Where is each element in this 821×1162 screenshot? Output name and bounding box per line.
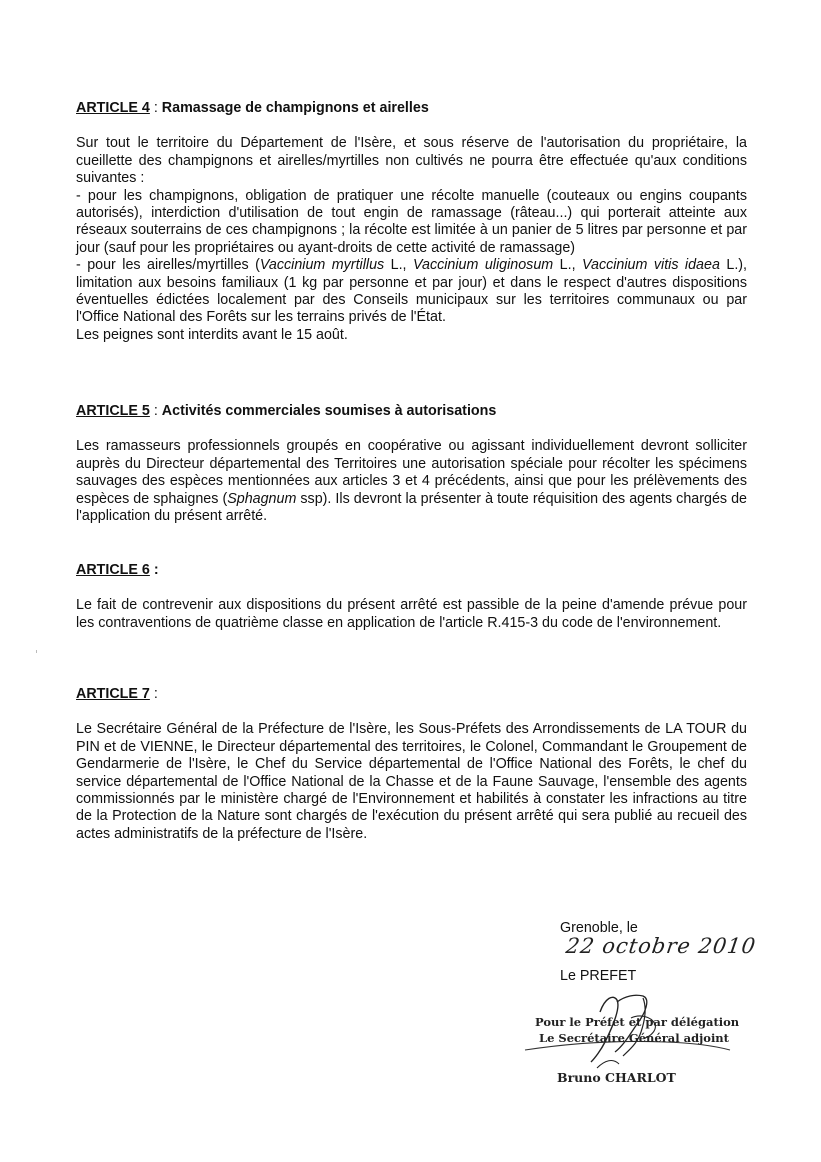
stamp-line-3: Bruno CHARLOT xyxy=(557,1070,676,1085)
article-4-body xyxy=(76,135,747,344)
article-4 xyxy=(76,100,747,344)
date-line xyxy=(560,920,810,956)
article-5-heading xyxy=(76,403,747,420)
article-4-peignes: Les peignes sont interdits avant le 15 août. xyxy=(76,326,348,343)
article-5-text-after: ssp). Ils devront la présenter à toute réquisition des agents chargés de l'application du présent arrêté. xyxy=(76,490,747,525)
species-sphagnum: Sphagnum xyxy=(227,490,297,507)
signatory-title: Le PREFET xyxy=(560,968,637,984)
article-5-title: Activités commerciales soumises à autorisations xyxy=(161,403,497,419)
stamp-line-1: Pour le Préfet et par délégation xyxy=(535,1015,740,1029)
article-6-separator: : xyxy=(149,562,159,578)
author-1: L., xyxy=(384,257,413,274)
article-6-number: ARTICLE 6 xyxy=(76,562,150,578)
article-7-number: ARTICLE 7 xyxy=(76,686,150,702)
species-vaccinium-myrtillus: Vaccinium myrtillus xyxy=(259,257,385,274)
article-4-champignons: - pour les champignons, obligation de pratiquer une récolte manuelle (couteaux ou engins coupants autorisés), interdiction d'utilisation de tout engin de ramassage (râteau...) qui porterait atteinte aux réseaux souterrains de ces champignons ; la récolte est limitée à un panier de 5 litres par personne et par jour (sauf pour les propriétaires ou ayant-droits de cette activité de ramassage) xyxy=(76,187,747,256)
species-vaccinium-vitis-idaea: Vaccinium vitis idaea xyxy=(582,257,720,274)
stamp-line-2: Le Secrétaire Général adjoint xyxy=(539,1031,729,1045)
handwritten-date: 22 octobre 2010 xyxy=(564,933,758,958)
article-6 xyxy=(76,562,747,632)
article-4-heading xyxy=(76,100,747,117)
signature-stamp xyxy=(505,990,755,1090)
article-4-airelles xyxy=(76,257,747,327)
article-5-separator: : xyxy=(149,403,162,419)
article-6-body: Le fait de contrevenir aux dispositions du présent arrêté est passible de la peine d'amende prévue pour les contraventions de quatrième classe en application de l'article R.415-3 du code de l'environnement. xyxy=(76,597,747,631)
airelles-prefix: - pour les airelles/myrtilles ( xyxy=(76,257,260,274)
article-5 xyxy=(76,403,747,525)
article-4-number: ARTICLE 4 xyxy=(76,100,150,116)
article-7-heading xyxy=(76,686,747,703)
article-4-separator: : xyxy=(149,100,162,116)
article-4-title: Ramassage de champignons et airelles xyxy=(161,100,429,116)
article-5-body xyxy=(76,438,747,525)
article-7-separator: : xyxy=(149,686,158,702)
article-5-number: ARTICLE 5 xyxy=(76,403,150,419)
species-vaccinium-uliginosum: Vaccinium uliginosum xyxy=(412,257,554,274)
place-label: Grenoble, le xyxy=(560,920,638,936)
article-7 xyxy=(76,686,747,843)
article-7-body: Le Secrétaire Général de la Préfecture de l'Isère, les Sous-Préfets des Arrondissements de LA TOUR du PIN et de VIENNE, le Directeur départemental des territoires, le Colonel, Commandant le Groupement de Gendarmerie de l'Isère, le Chef du Service départemental de l'Office National des Forêts, le chef du service départemental de l'Office National de la Chasse et de la Faune Sauvage, l'ensemble des agents commissionnés par le ministère chargé de l'Environnement et habilités à constater les infractions au titre de la Protection de la Nature sont chargés de l'exécution du présent arrêté qui sera publié au recueil des actes administratifs de la préfecture de l'Isère. xyxy=(76,721,747,842)
article-5-text-before: Les ramasseurs professionnels groupés en coopérative ou agissant individuellement devront solliciter auprès du Directeur départemental des Territoires une autorisation spéciale pour récolter les spécimens sauvages des espèces mentionnées aux articles 3 et 4 précédents, ainsi que pour les prélèvements des espèces de sphaignes ( xyxy=(76,438,747,507)
author-2: L., xyxy=(553,257,582,274)
airelles-rest: L.), limitation aux besoins familiaux (1 kg par personne et par jour) et dans le respect d'autres dispositions éventuelles édictées localement par des Conseils municipaux sur les territoires communaux ou par l'Office National des Forêts sur les terrains privés de l'État. xyxy=(76,257,748,326)
article-4-intro: Sur tout le territoire du Département de l'Isère, et sous réserve de l'autorisation du propriétaire, la cueillette des champignons et airelles/myrtilles non cultivés ne pourra être effectuée qu'aux conditions suivantes : xyxy=(76,135,747,187)
article-6-heading xyxy=(76,562,747,579)
scan-speck xyxy=(36,650,37,653)
